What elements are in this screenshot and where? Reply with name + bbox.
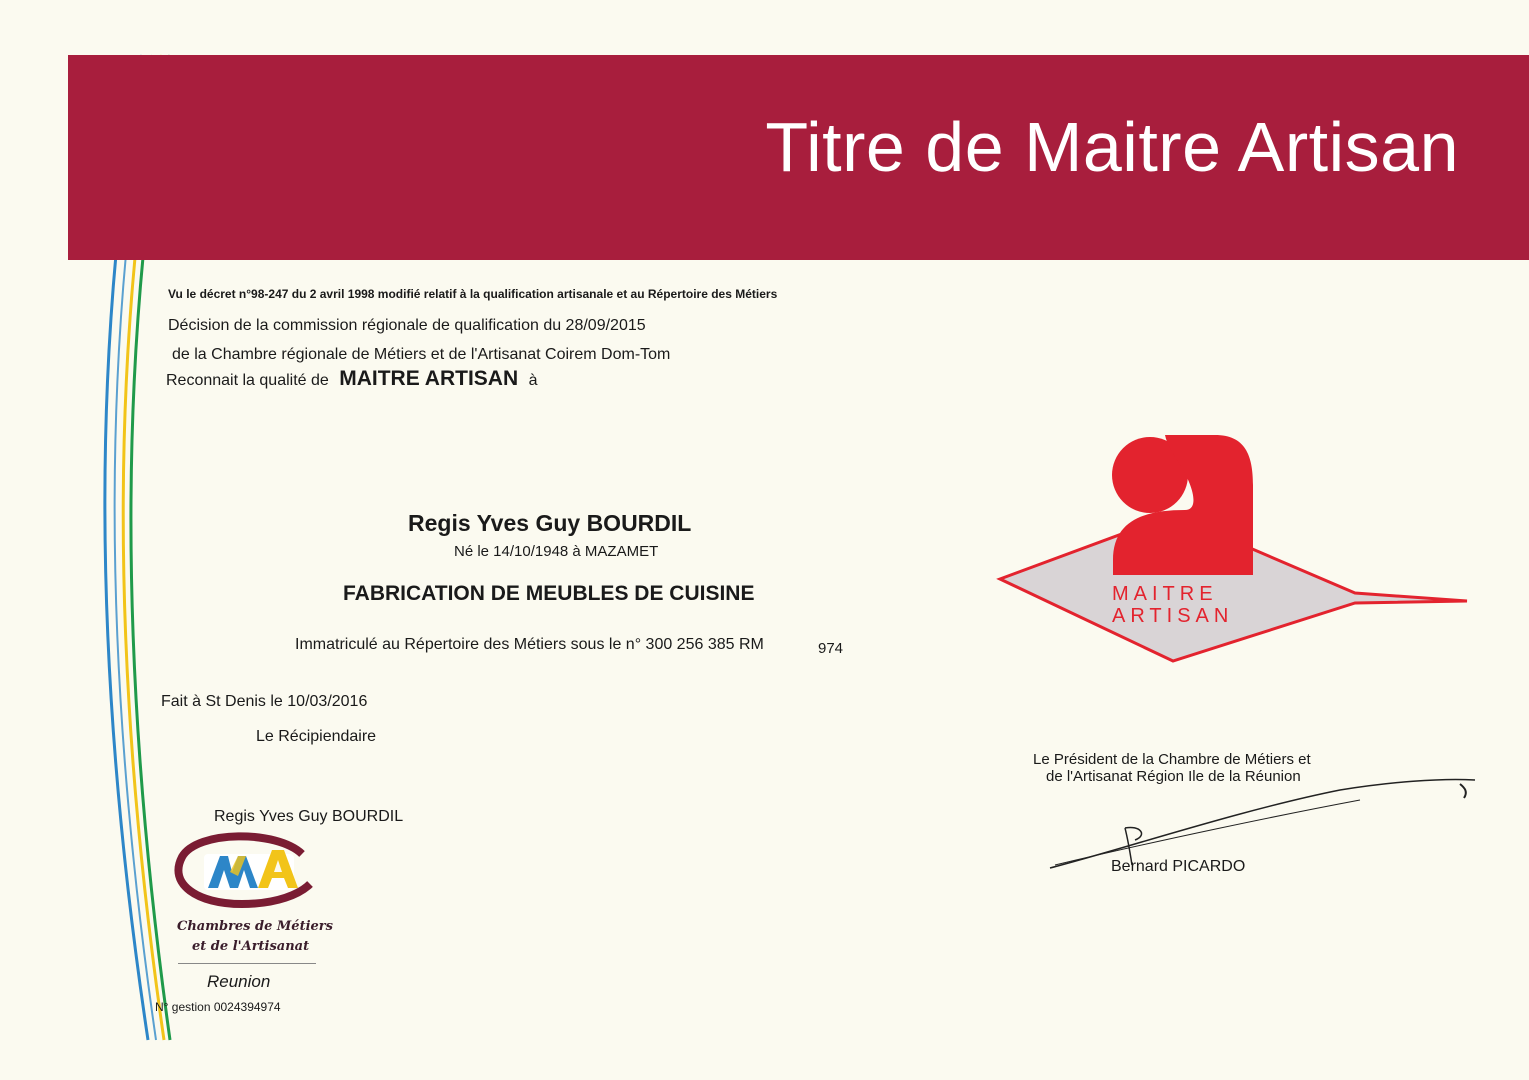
decree-text: Vu le décret n°98-247 du 2 avril 1998 modifié relatif à la qualification artisanale et au Répertoire des Métiers bbox=[168, 287, 778, 301]
cma-logo bbox=[172, 832, 322, 912]
president-line2: de l'Artisanat Région Ile de la Réunion bbox=[1046, 768, 1301, 785]
recipient-signature-name: Regis Yves Guy BOURDIL bbox=[214, 808, 404, 825]
cma-line1: Chambres de Métiers bbox=[177, 919, 333, 934]
cma-region: Reunion bbox=[207, 972, 271, 991]
cma-letters-icon bbox=[204, 850, 298, 890]
recipient-label: Le Récipiendaire bbox=[256, 728, 377, 745]
title-banner bbox=[68, 55, 1529, 260]
recognizes-line bbox=[166, 367, 537, 391]
cma-divider bbox=[178, 963, 316, 964]
recipient-birth: Né le 14/10/1948 à MAZAMET bbox=[454, 543, 659, 560]
president-name: Bernard PICARDO bbox=[1111, 858, 1246, 875]
recognizes-suffix: à bbox=[528, 372, 538, 389]
recipient-name: Regis Yves Guy BOURDIL bbox=[408, 510, 692, 536]
recognizes-prefix: Reconnait la qualité de bbox=[166, 372, 329, 389]
chamber-text: de la Chambre régionale de Métiers et de l'Artisanat Coirem Dom-Tom bbox=[172, 346, 671, 363]
registration-text: Immatriculé au Répertoire des Métiers sous le n° 300 256 385 RM bbox=[295, 636, 764, 653]
cma-gestion: N° gestion 0024394974 bbox=[155, 1000, 281, 1014]
emblem-line2: ARTISAN bbox=[1112, 605, 1234, 627]
place-date: Fait à St Denis le 10/03/2016 bbox=[161, 693, 368, 710]
emblem-line1: MAITRE bbox=[1112, 583, 1218, 605]
quality-title: MAITRE ARTISAN bbox=[339, 367, 519, 390]
decision-text: Décision de la commission régionale de qualification du 28/09/2015 bbox=[168, 317, 646, 334]
maitre-artisan-emblem bbox=[995, 425, 1475, 665]
recipient-trade: FABRICATION DE MEUBLES DE CUISINE bbox=[343, 582, 755, 605]
signature-stroke bbox=[1040, 770, 1480, 880]
registration-dept: 974 bbox=[818, 640, 844, 657]
certificate-title: Titre de Maitre Artisan bbox=[765, 108, 1459, 186]
president-line1: Le Président de la Chambre de Métiers et bbox=[1033, 751, 1311, 768]
cma-line2: et de l'Artisanat bbox=[192, 939, 310, 954]
